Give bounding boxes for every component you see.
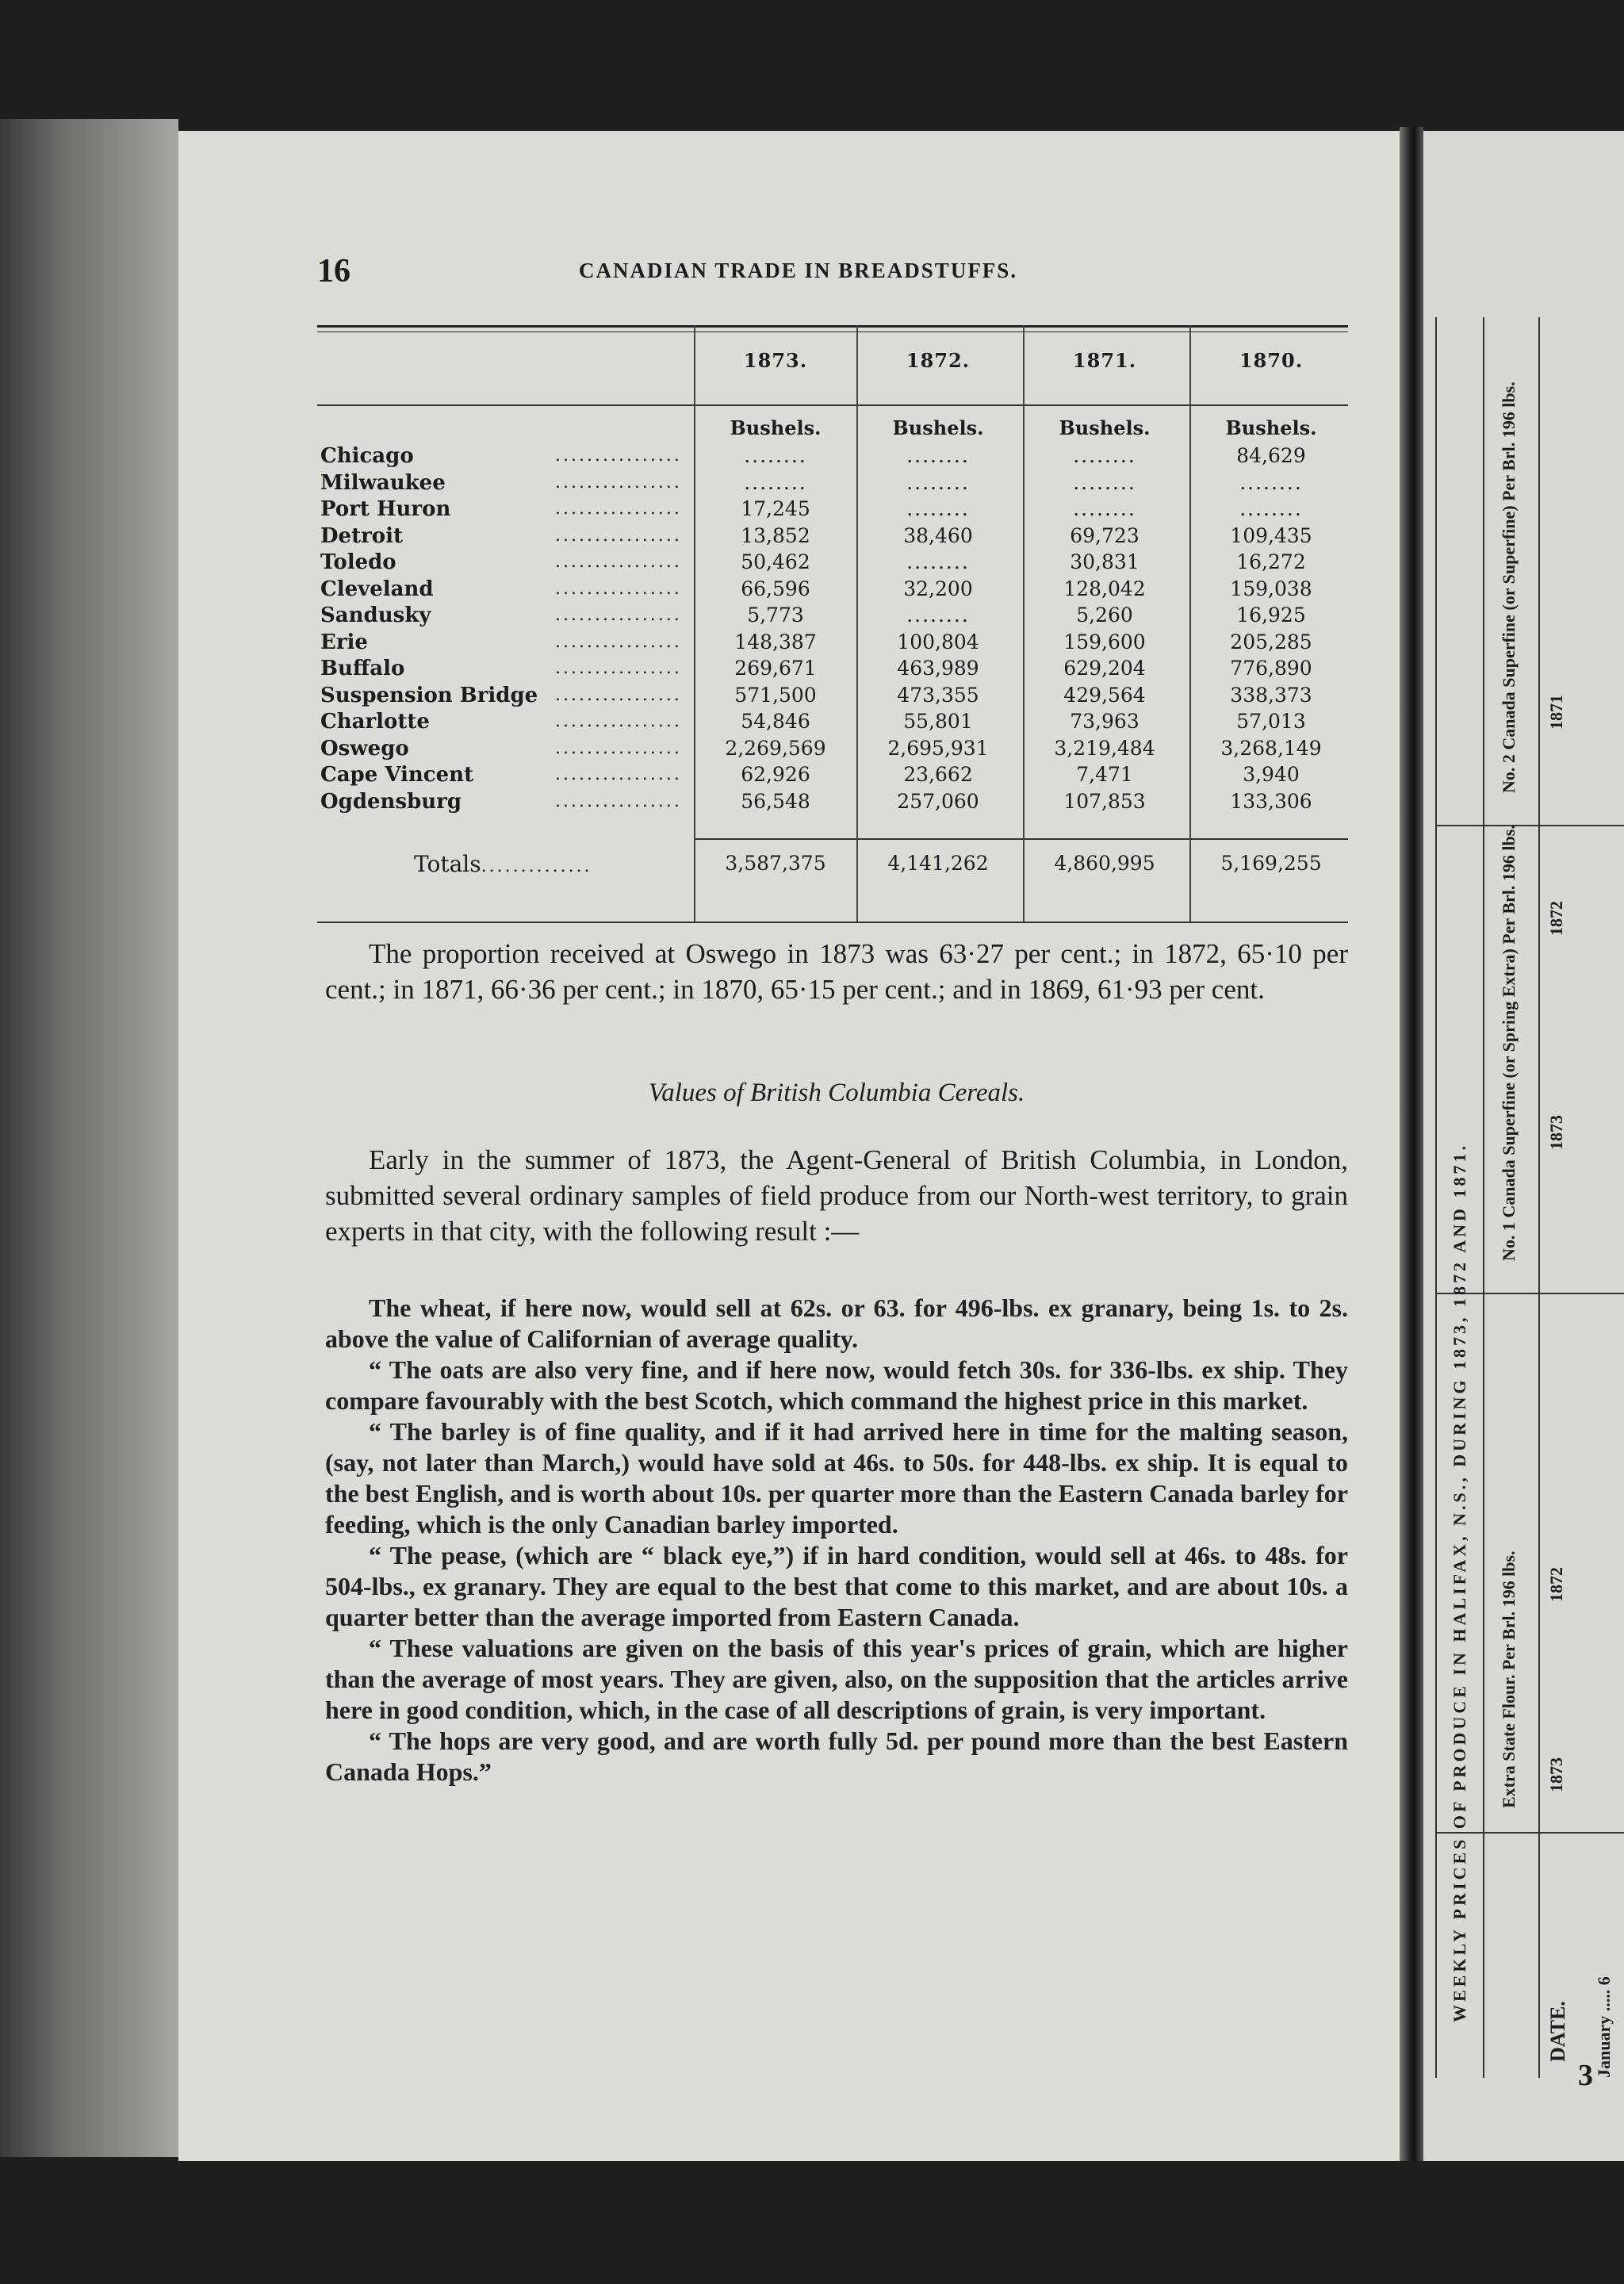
right-table-rule: [1435, 825, 1624, 826]
leader-dots: ................: [555, 738, 682, 758]
table-cell: 50,462: [741, 550, 810, 573]
table-cell: ........: [1239, 470, 1303, 494]
leader-dots: ................: [555, 446, 682, 466]
table-cell: 16,272: [1236, 550, 1306, 573]
table-cell: ........: [906, 550, 970, 573]
running-head: CANADIAN TRADE IN BREADSTUFFS.: [579, 259, 1018, 282]
table-cell: 463,989: [897, 657, 979, 680]
table-cell: 109,435: [1230, 523, 1312, 547]
table-cell: 159,600: [1063, 630, 1146, 653]
column-divider: [1189, 325, 1191, 922]
city-name: Suspension Bridge: [320, 683, 538, 707]
table-cell: ........: [1073, 497, 1136, 520]
total-1871: 4,860,995: [1054, 852, 1155, 875]
receipts-table: [317, 325, 1348, 924]
year-header: 1871.: [1072, 349, 1137, 372]
table-cell: 159,038: [1230, 577, 1312, 600]
table-cell: 571,500: [734, 683, 817, 707]
table-cell: 3,219,484: [1054, 736, 1155, 760]
table-cell: 133,306: [1230, 789, 1312, 813]
right-table-border: [1483, 317, 1484, 2078]
city-name: Sandusky: [320, 604, 431, 627]
year-label: 1871: [1546, 695, 1566, 730]
city-name: Erie: [320, 630, 368, 654]
table-cell: ........: [744, 444, 807, 467]
table-cell: 13,852: [741, 523, 810, 547]
quote-barley: “ The barley is of fine quality, and if it had arrived here in time for the malting season, (say, not later than March,) would have sold at 46s. to 50s. for 448-lbs. ex ship. It is equal to the best English, and is worth about 10s. per quarter more than the Eastern Canada barley for feeding, which is the only Canadian barley imported.: [325, 1417, 1348, 1539]
table-cell: 54,846: [741, 710, 810, 733]
column-divider: [694, 325, 695, 922]
city-name: Ogdensburg: [320, 789, 462, 814]
year-label: 1873: [1546, 1115, 1566, 1150]
table-cell: 429,564: [1063, 683, 1146, 707]
leader-dots: ................: [555, 605, 682, 625]
leader-dots: ................: [555, 765, 682, 784]
city-name: Detroit: [320, 523, 404, 548]
unit-header: Bushels.: [730, 416, 822, 439]
proportion-text: The proportion received at Oswego in 1873 was 63·27 per cent.; in 1872, 65·10 per cent.; in 1871, 66·36 per cent.; in 1870, 65·15 per cent.; and in 1869, 61·93 per cent.: [325, 938, 1348, 1005]
city-name: Milwaukee: [320, 470, 446, 495]
city-name: Toledo: [320, 550, 396, 574]
table-cell: ........: [906, 604, 970, 627]
table-cell: ........: [1073, 470, 1136, 494]
quote-oats: “ The oats are also very fine, and if here now, would fetch 30s. for 336-lbs. ex ship. They compare favourably with the best Scotch, which command the highest price in this market.: [325, 1355, 1348, 1415]
table-cell: 257,060: [897, 789, 979, 813]
leader-dots: ................: [555, 658, 682, 678]
table-cell: 62,926: [741, 763, 810, 786]
table-cell: 7,471: [1076, 763, 1133, 786]
city-name: Cape Vincent: [320, 763, 474, 787]
total-1873: 3,587,375: [725, 852, 826, 875]
table-cell: 205,285: [1230, 630, 1312, 653]
year-label: 1872: [1546, 901, 1566, 936]
table-cell: ........: [906, 444, 970, 467]
table-cell: 30,831: [1070, 550, 1139, 573]
unit-header: Bushels.: [1225, 416, 1317, 439]
table-cell: 23,662: [903, 763, 973, 786]
table-rule: [694, 838, 1348, 840]
city-name: Oswego: [320, 736, 409, 761]
totals-label: Totals..............: [414, 851, 592, 877]
table-cell: 338,373: [1230, 683, 1312, 707]
col-extra-state-header: Extra State Flour. Per Brl. 196 lbs.: [1499, 1550, 1519, 1808]
table-cell: 629,204: [1063, 657, 1146, 680]
right-page-number: 3: [1578, 2059, 1593, 2092]
year-label: 1872: [1546, 1567, 1566, 1602]
quote-pease: “ The pease, (which are “ black eye,”) if in hard condition, would sell at 46s. to 48s. for 504-lbs., ex granary. They are equal to the best that come to this market, and are about 10s. a quarter better than the average imported from Eastern Canada.: [325, 1541, 1348, 1631]
table-cell: 776,890: [1230, 657, 1312, 680]
leader-dots: ................: [555, 791, 682, 811]
table-rule: [317, 331, 1348, 332]
table-cell: ........: [744, 470, 807, 494]
col-no2-header: No. 2 Canada Superfine (or Superfine) Per Brl. 196 lbs.: [1499, 381, 1519, 793]
table-rule: [317, 922, 1348, 923]
total-1870: 5,169,255: [1220, 852, 1322, 875]
table-cell: ........: [1239, 497, 1303, 520]
table-cell: 66,596: [741, 577, 810, 600]
city-name: Buffalo: [320, 657, 405, 680]
book-gutter: [1400, 127, 1423, 2161]
year-header: 1872.: [906, 349, 971, 372]
table-cell: 3,268,149: [1220, 736, 1322, 760]
leader-dots: ................: [555, 525, 682, 546]
city-name: Port Huron: [320, 497, 451, 521]
table-cell: ........: [906, 497, 970, 520]
table-cell: 57,013: [1236, 710, 1306, 733]
unit-header: Bushels.: [892, 416, 984, 439]
table-cell: 56,548: [741, 789, 810, 813]
table-cell: 84,629: [1236, 444, 1306, 467]
intro-paragraph: [325, 1142, 1348, 1249]
leader-dots: ................: [555, 499, 682, 519]
page-number: 16: [317, 253, 350, 289]
table-cell: 2,695,931: [887, 736, 989, 760]
column-divider: [1023, 325, 1025, 922]
table-cell: 269,671: [734, 657, 817, 680]
leader-dots: ................: [555, 684, 682, 705]
table-cell: 107,853: [1063, 789, 1146, 813]
table-cell: 2,269,569: [725, 736, 826, 760]
city-name: Chicago: [320, 444, 414, 468]
quotes-block: [325, 1293, 1348, 1788]
city-name: Charlotte: [320, 710, 430, 734]
table-rule: [317, 325, 1348, 328]
table-cell: 69,723: [1070, 523, 1139, 547]
quote-wheat: The wheat, if here now, would sell at 62s. or 63. for 496-lbs. ex granary, being 1s. to 2s. above the value of Californian of average quality.: [325, 1293, 1348, 1353]
right-table-border: [1435, 317, 1437, 2078]
leader-dots: ................: [555, 552, 682, 572]
table-cell: 3,940: [1243, 763, 1300, 786]
year-header: 1870.: [1239, 349, 1304, 372]
year-header: 1873.: [743, 349, 808, 372]
quote-hops: “ The hops are very good, and are worth fully 5d. per pound more than the best Eastern Canada Hops.”: [325, 1726, 1348, 1786]
col-date-header: DATE.: [1546, 2001, 1569, 2062]
table-cell: 38,460: [903, 523, 973, 547]
table-cell: 73,963: [1070, 710, 1139, 733]
table-cell: 148,387: [734, 630, 817, 653]
right-page-table: [1435, 317, 1624, 2078]
quote-valuations: “ These valuations are given on the basis of this year's prices of grain, which are higher than the average of most years. They are given, also, on the supposition that the articles arrive here in good condition, which, in the case of all descriptions of grain, is very important.: [325, 1634, 1348, 1724]
unit-header: Bushels.: [1059, 416, 1151, 439]
table-cell: 473,355: [897, 683, 979, 707]
book-edge: [0, 119, 178, 2157]
section-title: Values of British Columbia Cereals.: [648, 1079, 1025, 1107]
year-label: 1873: [1546, 1757, 1566, 1792]
table-cell: 5,773: [747, 604, 804, 627]
total-1872: 4,141,262: [887, 852, 989, 875]
right-table-border: [1538, 317, 1540, 2078]
table-cell: ........: [906, 470, 970, 494]
table-cell: 32,200: [903, 577, 973, 600]
column-divider: [856, 325, 858, 922]
table-cell: 17,245: [741, 497, 810, 520]
table-cell: 128,042: [1063, 577, 1146, 600]
right-table-title: WEEKLY PRICES OF PRODUCE IN HALIFAX, N.S., DURING 1873, 1872 AND 1871.: [1450, 1143, 1469, 2022]
proportion-paragraph: [325, 936, 1348, 1007]
leader-dots: ................: [555, 631, 682, 652]
table-cell: ........: [1073, 444, 1136, 467]
leader-dots: ................: [555, 578, 682, 599]
date-entry: January ..... 6: [1594, 1976, 1614, 2078]
table-cell: 16,925: [1236, 604, 1306, 627]
table-cell: 5,260: [1076, 604, 1133, 627]
table-cell: 55,801: [903, 710, 973, 733]
city-name: Cleveland: [320, 577, 434, 601]
intro-text: Early in the summer of 1873, the Agent-General of British Columbia, in London, submitted several ordinary samples of field produce from our North-west territory, to grain experts in that city, with the following result :—: [325, 1144, 1348, 1247]
table-rule: [317, 404, 1348, 406]
col-no1-header: No. 1 Canada Superfine (or Spring Extra) Per Brl. 196 lbs.: [1499, 825, 1519, 1261]
table-cell: 100,804: [897, 630, 979, 653]
leader-dots: ................: [555, 711, 682, 731]
page-header: [317, 252, 1348, 292]
leader-dots: ................: [555, 472, 682, 492]
